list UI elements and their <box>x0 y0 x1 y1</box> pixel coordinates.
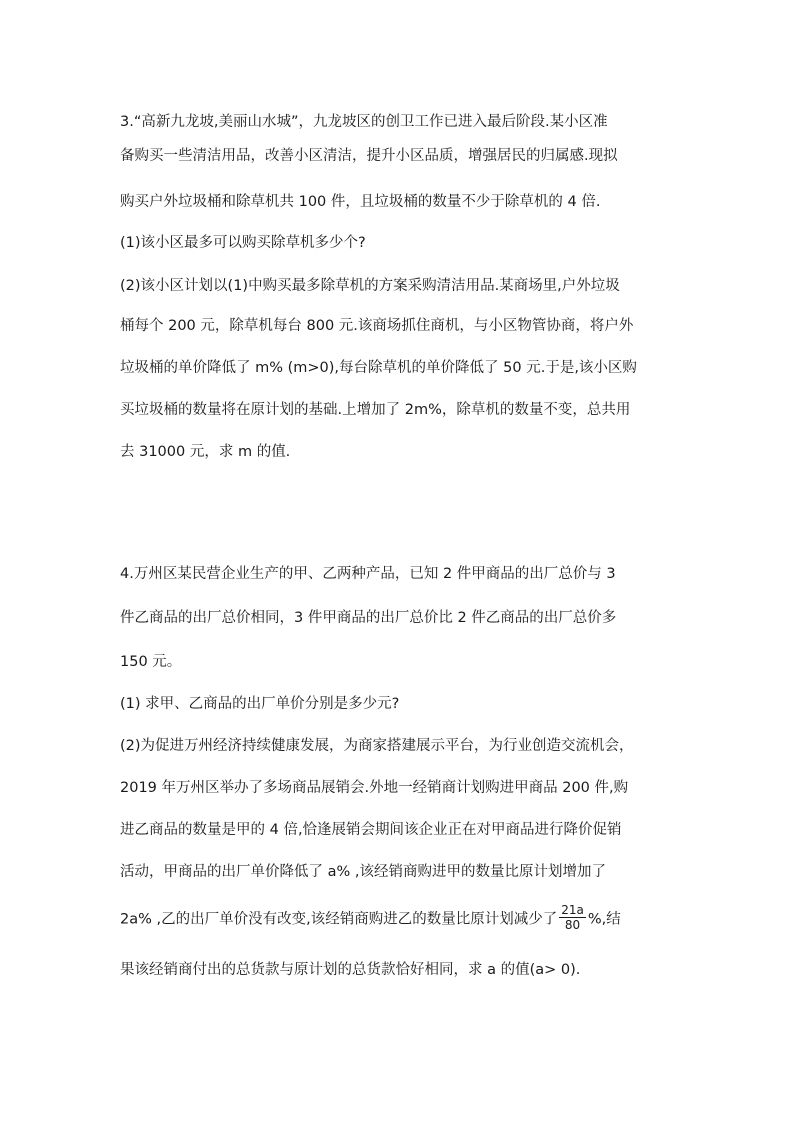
problem3-question2-line5: 去 31000 元，求 m 的值. <box>120 444 291 460</box>
fraction-denominator: 80 <box>564 918 581 932</box>
fraction-numerator: 21a <box>561 903 584 917</box>
line5-text-before: 2a% ,乙的出厂单价没有改变,该经销商购进乙的数量比原计划减少了 <box>120 911 558 928</box>
problem4-question2-line1: (2)为促进万州经济持续健康发展，为商家搭建展示平台，为行业创造交流机会， <box>120 738 634 754</box>
problem3-question2-line1: (2)该小区计划以(1)中购买最多除草机的方案采购清洁用品.某商场里,户外垃圾 <box>120 278 620 294</box>
problem3-question2-line4: 买垃圾桶的数量将在原计划的基础.上增加了 2m%，除草机的数量不变，总共用 <box>120 402 631 418</box>
problem4-question2-line3: 进乙商品的数量是甲的 4 倍,恰逢展销会期间该企业正在对甲商品进行降价促销 <box>120 822 622 838</box>
fraction <box>559 903 586 932</box>
problem4-question2-line2: 2019 年万州区举办了多场商品展销会.外地一经销商计划购进甲商品 200 件,购 <box>120 780 629 796</box>
problem3-question2-line3: 垃圾桶的单价降低了 m% (m>0),每台除草机的单价降低了 50 元.于是,该小区购 <box>120 360 637 376</box>
problem3-line3: 购买户外垃圾桶和除草机共 100 件，且垃圾桶的数量不少于除草机的 4 倍. <box>120 194 601 210</box>
problem4-line1: 4.万州区某民营企业生产的甲、乙两种产品，已知 2 件甲商品的出厂总价与 3 <box>120 566 616 582</box>
problem3-line1: 3.“高新九龙坡,美丽山水城”，九龙坡区的创卫工作已进入最后阶段.某小区准 <box>120 114 608 130</box>
problem3-question2-line2: 桶每个 200 元，除草机每台 800 元.该商场抓住商机，与小区物管协商，将户外 <box>120 318 634 334</box>
problem4-question1: (1) 求甲、乙商品的出厂单价分别是多少元? <box>120 696 400 712</box>
line5-text-after: %,结 <box>587 911 621 928</box>
problem4-question2-line4: 活动，甲商品的出厂单价降低了 a% ,该经销商购进甲的数量比原计划增加了 <box>120 864 606 880</box>
problem4-line2: 件乙商品的出厂总价相同，3 件甲商品的出厂总价比 2 件乙商品的出厂总价多 <box>120 610 617 626</box>
problem3-question1: (1)该小区最多可以购买除草机多少个? <box>120 235 366 251</box>
problem3-line2: 备购买一些清洁用品，改善小区清洁，提升小区品质，增强居民的归属感.现拟 <box>120 148 618 164</box>
problem4-line3: 150 元。 <box>120 654 182 670</box>
problem4-question2-line5 <box>120 905 621 934</box>
problem4-question2-line6: 果该经销商付出的总货款与原计划的总货款恰好相同，求 a 的值(a> 0). <box>120 962 581 978</box>
